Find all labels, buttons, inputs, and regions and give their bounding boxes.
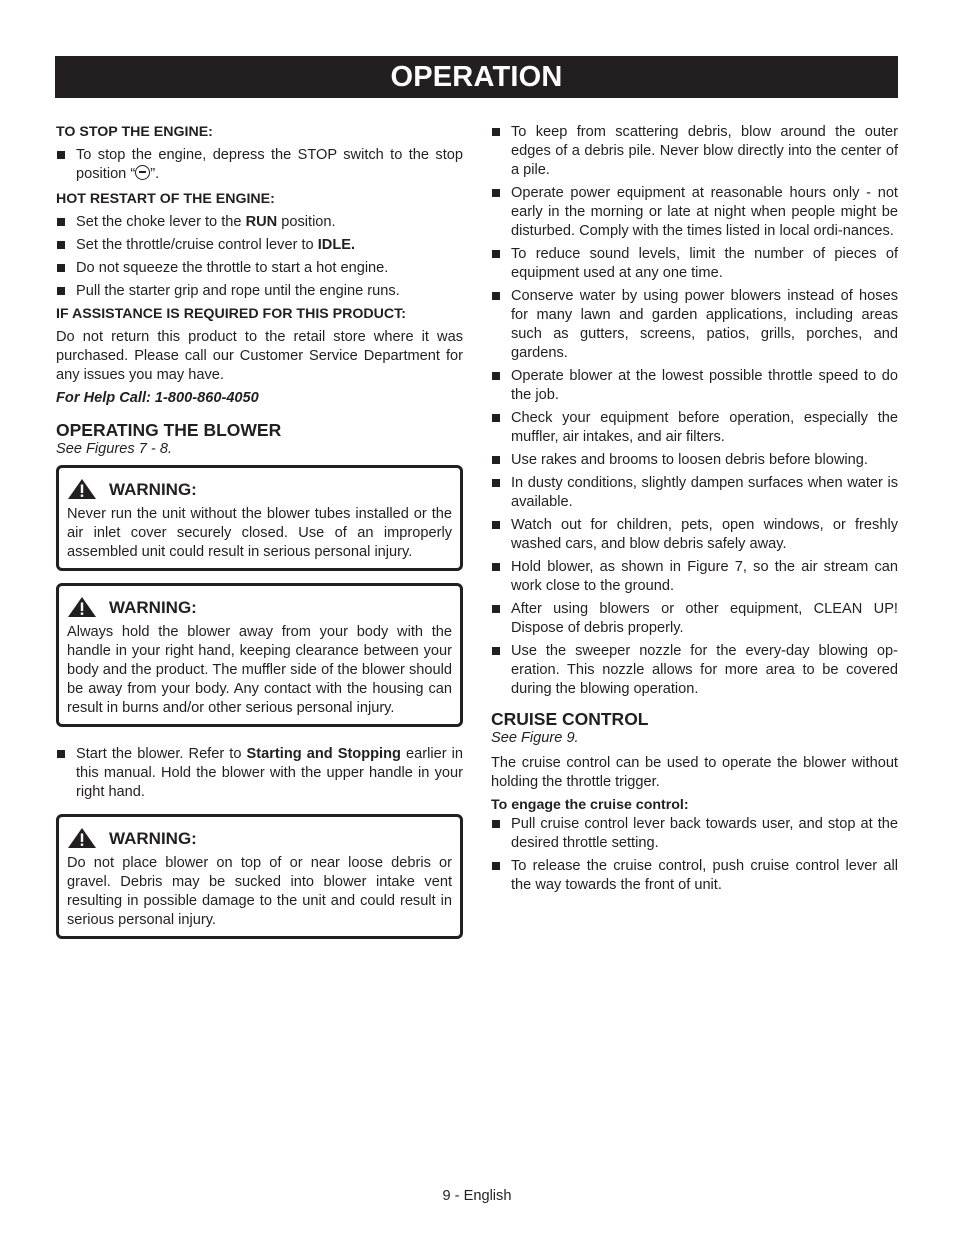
blower-tip-item: Conserve water by using power blowers instead of hoses for many lawn and garden applications, including areas such as gutters, screens, patios, grills, porches, and gardens. (491, 287, 898, 363)
help-call-text: For Help Call: 1-800-860-4050 (56, 390, 259, 406)
operating-blower-title: OPERATING THE BLOWER (56, 420, 282, 440)
start-blower-item: Start the blower. Refer to Starting and Stopping earlier in this manual. Hold the blower with the upper handle in your right hand. (56, 745, 463, 802)
warning-text: Do not place blower on top of or near loose debris or gravel. Debris may be sucked into blower intake vent resulting in possible damage to the unit and could result in serious personal injury. (67, 855, 452, 928)
cruise-control-item: Pull cruise control lever back towards user, and stop at the desired throttle setting. (491, 815, 898, 853)
blower-tip-item: Operate power equipment at reasonable hours only - not early in the morning or late at night when people might be disturbed. Comply with the times listed in local ordi-nances. (491, 184, 898, 241)
assistance-text: Do not return this product to the retail store where it was purchased. Please call our Customer Service Department for any issues you may have. (56, 329, 463, 383)
assistance-heading: IF ASSISTANCE IS REQUIRED FOR THIS PRODUCT: (56, 306, 406, 322)
cruise-control-list (491, 815, 898, 895)
warning-triangle-icon (67, 596, 97, 618)
warning-title: WARNING: (109, 828, 197, 848)
blower-tip-item: In dusty conditions, slightly dampen surfaces when water is available. (491, 474, 898, 512)
hot-restart-item: Set the choke lever to the RUN position. (56, 213, 463, 232)
cruise-control-text: The cruise control can be used to operate the blower without holding the throttle trigger. (491, 755, 898, 790)
stop-engine-item: To stop the engine, depress the STOP switch to the stop position “ ”. (56, 146, 463, 184)
operating-blower-figure-ref: See Figures 7 - 8. (56, 441, 172, 457)
hot-restart-heading: HOT RESTART OF THE ENGINE: (56, 191, 275, 207)
blower-tip-item: Use the sweeper nozzle for the every-day blowing op-eration. This nozzle allows for more area to be covered during the blowing operation. (491, 642, 898, 699)
warning-box-debris (56, 814, 463, 939)
warning-title: WARNING: (109, 479, 197, 499)
stop-switch-icon (135, 165, 150, 180)
cruise-control-figure-ref: See Figure 9. (491, 730, 579, 746)
hot-restart-item: Set the throttle/cruise control lever to IDLE. (56, 236, 463, 255)
hot-restart-item: Do not squeeze the throttle to start a hot engine. (56, 259, 463, 278)
page-title: OPERATION (55, 56, 898, 98)
blower-tip-item: To keep from scattering debris, blow around the outer edges of a debris pile. Never blow directly into the center of a pile. (491, 123, 898, 180)
blower-tip-item: Check your equipment before operation, especially the muffler, air intakes, and air filters. (491, 409, 898, 447)
cruise-control-item: To release the cruise control, push cruise control lever all the way towards the front of unit. (491, 857, 898, 895)
blower-tip-item: To reduce sound levels, limit the number of pieces of equipment used at any one time. (491, 245, 898, 283)
warning-triangle-icon (67, 827, 97, 849)
warning-triangle-icon (67, 478, 97, 500)
blower-tip-item: After using blowers or other equipment, CLEAN UP! Dispose of debris properly. (491, 600, 898, 638)
blower-tip-item: Watch out for children, pets, open windows, or freshly washed cars, and blow debris safely away. (491, 516, 898, 554)
hot-restart-item: Pull the starter grip and rope until the engine runs. (56, 282, 463, 301)
blower-tip-item: Operate blower at the lowest possible throttle speed to do the job. (491, 367, 898, 405)
warning-title: WARNING: (109, 597, 197, 617)
cruise-control-title: CRUISE CONTROL (491, 709, 649, 729)
engage-cruise-heading: To engage the cruise control: (491, 797, 689, 813)
stop-engine-heading: TO STOP THE ENGINE: (56, 124, 213, 140)
warning-text: Never run the unit without the blower tubes installed or the air inlet cover securely closed. Use of an improperly assembled unit could result in serious personal injury. (67, 506, 452, 560)
blower-tips-list (491, 123, 898, 699)
page-number: 9 - English (442, 1188, 512, 1204)
warning-box-tubes (56, 465, 463, 571)
warning-box-hold-blower (56, 583, 463, 727)
warning-text: Always hold the blower away from your body with the handle in your right hand, keeping clearance between your body and the product. The muffler side of the blower should be away from your body. Any contact with the housing can result in burns and/or other serious personal injury. (67, 624, 452, 716)
blower-tip-item: Use rakes and brooms to loosen debris before blowing. (491, 451, 898, 470)
right-column (491, 123, 898, 899)
hot-restart-list (56, 213, 463, 301)
blower-tip-item: Hold blower, as shown in Figure 7, so the air stream can work close to the ground. (491, 558, 898, 596)
left-column (56, 123, 463, 951)
